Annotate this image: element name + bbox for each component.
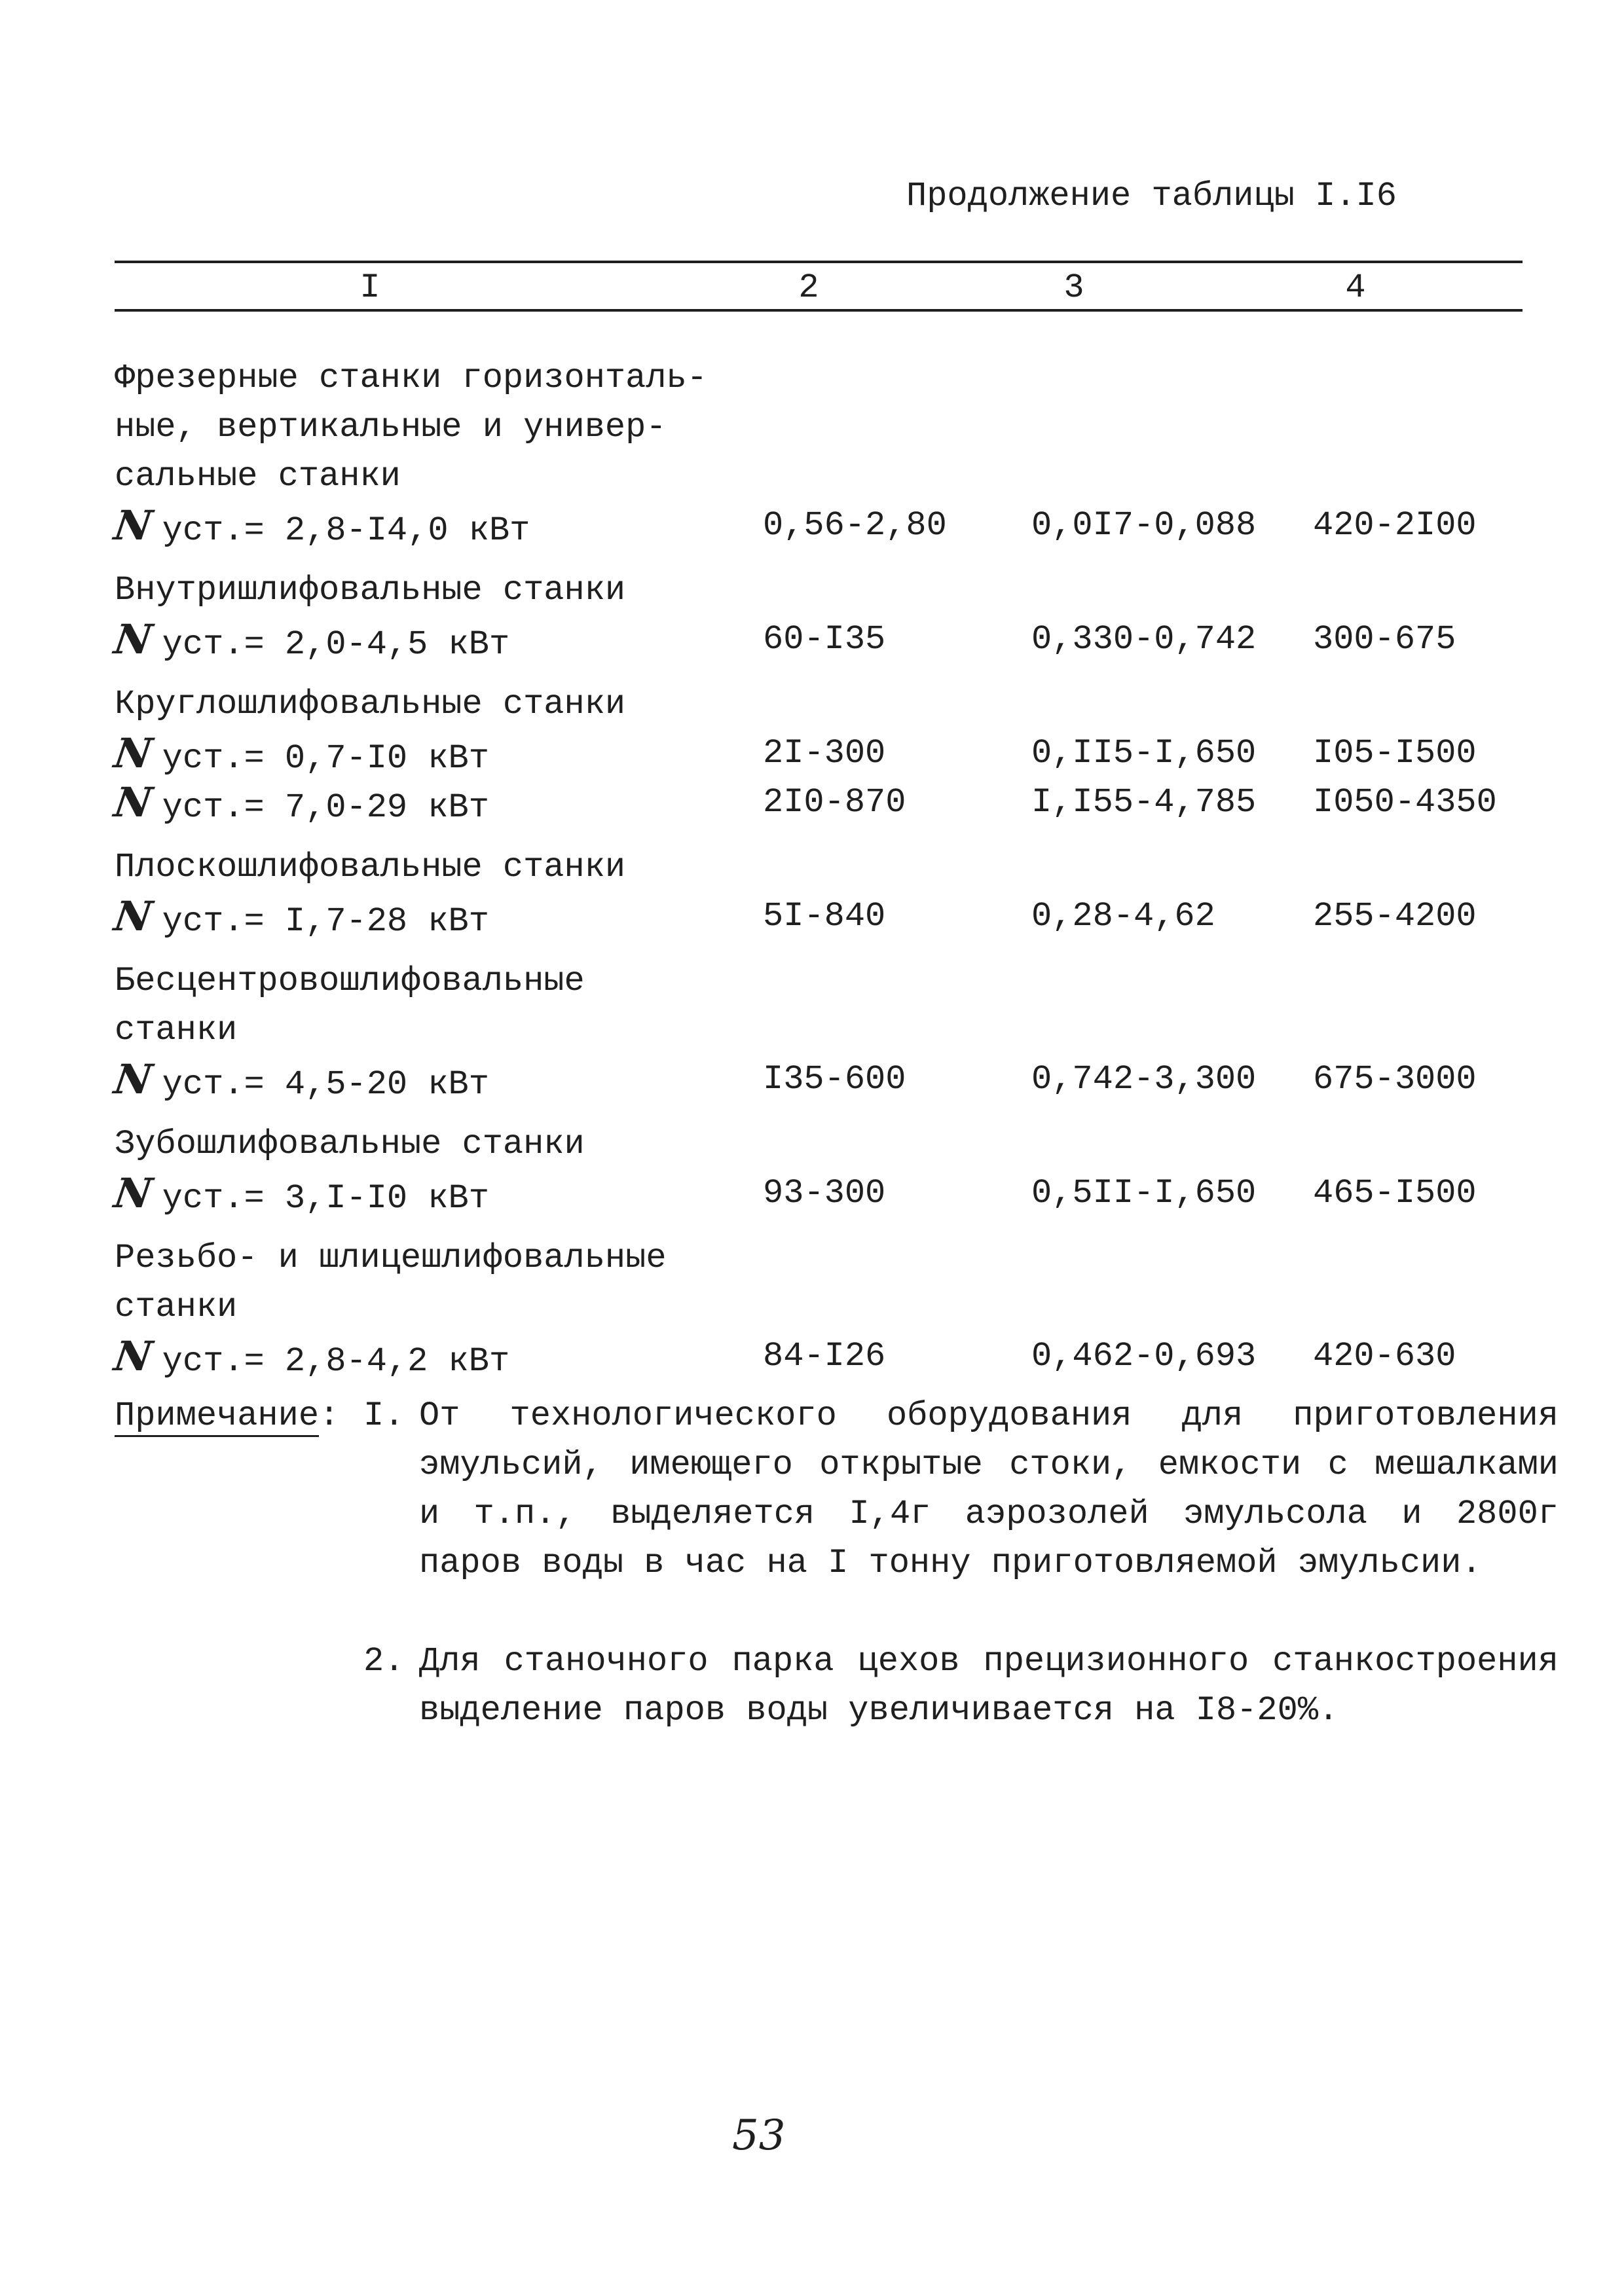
power-label: уст.= 2,8-I4,0 кВт — [162, 511, 530, 550]
cell-col3: 0,742-3,300 — [1031, 1060, 1257, 1099]
row-name-line: Круглошлифовальные станки — [115, 685, 626, 723]
power-symbol: N — [111, 729, 155, 777]
cell-col2: I35-600 — [763, 1060, 906, 1099]
power-label: уст.= 0,7-I0 кВт — [162, 739, 489, 778]
cell-col3: 0,5II-I,650 — [1031, 1174, 1257, 1212]
cell-col4: 300-675 — [1313, 620, 1456, 659]
page-number: 53 — [732, 2111, 786, 2160]
power-symbol: N — [111, 615, 155, 663]
row-name-line: станки — [115, 1288, 238, 1326]
table-top-rule — [115, 261, 1522, 263]
note-text: Для станочного парка цехов прецизионного станкостроения выделение паров воды увеличивается на I8-20%. — [419, 1642, 1559, 1730]
table-row-centerless-grinding — [111, 957, 1522, 1104]
table-body — [111, 354, 1522, 1396]
power-symbol: N — [111, 892, 155, 940]
cell-col2: 60-I35 — [763, 620, 886, 659]
power-label: уст.= 2,0-4,5 кВт — [162, 625, 510, 664]
row-name-line: Резьбо- и шлицешлифовальные — [115, 1239, 667, 1277]
power-symbol: N — [111, 501, 155, 549]
power-label: уст.= 7,0-29 кВт — [162, 788, 489, 827]
column-header-1: I — [360, 268, 380, 307]
row-name-line: Зубошлифовальные станки — [115, 1125, 585, 1163]
cell-col4: 255-4200 — [1313, 897, 1477, 936]
row-name-line: сальные станки — [115, 457, 401, 496]
row-name-line: станки — [115, 1011, 238, 1049]
cell-col2: 2I0-870 — [763, 783, 906, 822]
power-symbol: N — [111, 1332, 155, 1380]
cell-col3: 0,II5-I,650 — [1031, 734, 1257, 773]
table-row-gear-grinding — [111, 1120, 1522, 1218]
power-label: уст.= 4,5-20 кВт — [162, 1065, 489, 1104]
table-row-thread-spline-grinding — [111, 1233, 1522, 1381]
cell-col2: 0,56-2,80 — [763, 506, 947, 545]
power-symbol: N — [111, 1055, 155, 1103]
note-label-text: Примечание — [115, 1396, 319, 1437]
cell-col4: 420-630 — [1313, 1337, 1456, 1376]
cell-col4: I05-I500 — [1313, 734, 1477, 773]
row-name-line: ные, вертикальные и универ- — [115, 408, 667, 446]
cell-col2: 5I-840 — [763, 897, 886, 936]
note-number: I. — [363, 1396, 405, 1435]
table-continuation-caption: Продолжение таблицы I.I6 — [906, 177, 1397, 215]
power-label: уст.= 2,8-4,2 кВт — [162, 1342, 510, 1381]
row-name-line: Фрезерные станки горизонталь- — [115, 359, 707, 397]
power-symbol: N — [111, 1169, 155, 1217]
table-row-milling — [111, 354, 1522, 550]
cell-col3: 0,462-0,693 — [1031, 1337, 1257, 1376]
power-label: уст.= 3,I-I0 кВт — [162, 1179, 489, 1218]
table-row-cylindrical-grinding — [111, 680, 1522, 827]
cell-col4: 675-3000 — [1313, 1060, 1477, 1099]
column-header-3: 3 — [1063, 268, 1084, 307]
row-name-line: Плоскошлифовальные станки — [115, 848, 626, 886]
cell-col4: I050-4350 — [1313, 783, 1497, 822]
note-number: 2. — [363, 1642, 405, 1681]
cell-col2: 93-300 — [763, 1174, 886, 1212]
table-row-internal-grinding — [111, 566, 1522, 664]
cell-col3: 0,0I7-0,088 — [1031, 506, 1257, 545]
cell-col3: 0,28-4,62 — [1031, 897, 1215, 936]
column-header-2: 2 — [798, 268, 819, 307]
note-label-colon: : — [319, 1396, 340, 1435]
table-header-rule — [115, 309, 1522, 312]
cell-col4: 465-I500 — [1313, 1174, 1477, 1212]
cell-col2: 2I-300 — [763, 734, 886, 773]
table-row-surface-grinding — [111, 843, 1522, 941]
note-label — [115, 1391, 339, 1440]
note-text: От технологического оборудования для приготовления эмульсий, имеющего открытые стоки, емкости с мешалками и т.п., выделяется I,4г аэрозолей эмульсола и 2800г паров воды в час на I тонну приготовляемой эмульсии. — [419, 1396, 1559, 1582]
cell-col4: 420-2I00 — [1313, 506, 1477, 545]
row-name-line: Бесцентровошлифовальные — [115, 962, 585, 1000]
cell-col3: 0,330-0,742 — [1031, 620, 1257, 659]
cell-col2: 84-I26 — [763, 1337, 886, 1376]
row-name-line: Внутришлифовальные станки — [115, 571, 626, 610]
column-header-4: 4 — [1345, 268, 1366, 307]
cell-col3: I,I55-4,785 — [1031, 783, 1257, 822]
power-symbol: N — [111, 778, 155, 826]
power-label: уст.= I,7-28 кВт — [162, 902, 489, 941]
